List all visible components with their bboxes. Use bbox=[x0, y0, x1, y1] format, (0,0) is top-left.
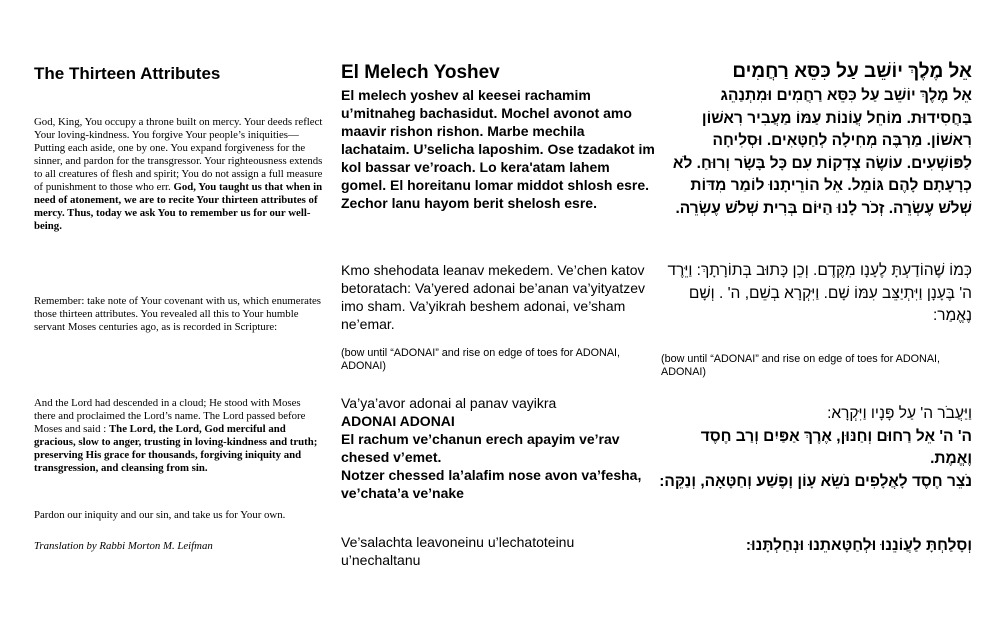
hebrew-block-4: וְסָלַחְתָּ לַעֲוֹנֵנוּ וּלְחַטָּאתֵנוּ וּנְחַלְתָּנוּ: bbox=[745, 537, 972, 554]
hebrew-block-1: אֵל מֶלֶךְ יוֹשֵׁב עַל כִּסֵּא רַחֲמִים וּמִתְנַהֵג בַּחֲסִידוּת. מוֹחֵל עֲוֹנוֹת עַמּוֹ מַעֲבִיר רִאשׁוֹן רִאשׁוֹן. מַרְבֶּה מְחִילָה לְחַטָּאִים. וּסְלִיחָה לַפּוֹשְׁעִים. עוֹשֶׂה צְדָקוֹת עִם כָּל בָּשָׂר וְרוּחַ. לֹא כְרָעָתָם לָהֶם גּוֹמֵל. אֵל הוֹרֵיתָנוּ לוֹמַר מִדּוֹת שְׁלֹשׁ עֶשְׂרֵה. זְכֹר לָנוּ הַיּוֹם בְּרִית שְׁלֹשׁ עֶשְׂרֵה. bbox=[672, 87, 972, 217]
translation-paragraph-2: Remember: take note of Your covenant with us, which enumerates those thirteen attributes. You revealed all this to Your humble servant Moses centuries ago, as is recorded in Scripture: bbox=[34, 295, 321, 333]
translation-paragraph-4: Pardon our iniquity and our sin, and take us for Your own. bbox=[34, 509, 286, 521]
hebrew-bow-note: (bow until “ADONAI” and rise on edge of toes for ADONAI, ADONAI) bbox=[661, 353, 941, 378]
hebrew-block-3-bold: ה' ה' אֵל רַחוּם וְחַנּוּן, אֶרֶךְ אַפַּיִם וְרַב חֶסֶד וֶאֱמֶת. נֹצֵר חֶסֶד לָאֲלָפִים נֹשֵׂא עָוֹן וָפֶשַׁע וְחַטָּאָה, וְנַקֵּה: bbox=[659, 427, 972, 490]
transliteration-block-1: El melech yoshev al keesei rachamim u’mitnaheg bachasidut. Mochel avonot amo maavir rishon rishon. Marbe mechila lachataim. U’selicha laposhim. Ose tzadakot im kol bassar ve’roach. Lo kera'atam lahem gomel. El horeitanu lomar middot shlosh esre. Zechor lanu hayom berit shelosh esre. bbox=[341, 87, 655, 211]
translation-credit: Translation by Rabbi Morton M. Leifman bbox=[34, 540, 213, 552]
translation-title: The Thirteen Attributes bbox=[34, 64, 221, 83]
transliteration-block-4: Ve’salachta leavoneinu u’lechatoteinu u’nechaltanu bbox=[341, 534, 575, 568]
translation-paragraph-3-text: And the Lord had descended in a cloud; He stood with Moses there and proclaimed the Lord’s name. The Lord passed before Moses and said : bbox=[34, 397, 306, 435]
hebrew-title: אֵל מֶלֶךְ יוֹשֵׁב עַל כִּסֵּא רַחֲמִים bbox=[732, 61, 972, 82]
transliteration-block-3-intro: Va’ya’avor adonai al panav vayikra bbox=[341, 395, 557, 411]
transliteration-bow-note: (bow until “ADONAI” and rise on edge of toes for ADONAI, ADONAI) bbox=[341, 347, 621, 372]
transliteration-block-3 bbox=[341, 394, 656, 502]
translation-paragraph-1-bold: God, You taught us that when in need of atonement, we are to recite Your thirteen attributes of mercy. Thus, today we ask You to remember us for our well-being. bbox=[34, 181, 323, 232]
translation-paragraph-1-text: God, King, You occupy a throne built on mercy. Your deeds reflect Your loving-kindness. You forgive Your people’s iniquities— Putting each aside, one by one. You expand forgiveness for the sinner, and pardon for the transgressor. Your righteousness extends to all creatures of flesh and spirit; You do not assign a full measure of punishment to those who err. bbox=[34, 116, 323, 193]
hebrew-block-3-intro: וַיַּעֲבֹר ה' עַל פָּנָיו וַיִּקְרָא: bbox=[827, 405, 972, 422]
translation-paragraph-1 bbox=[34, 116, 324, 233]
transliteration-block-3-bold: ADONAI ADONAI El rachum ve’chanun erech apayim ve’rav chesed v’emet. Notzer chessed la’alafim nose avon va’fesha, ve’chata’a ve’nake bbox=[341, 413, 642, 501]
translation-paragraph-3-bold: The Lord, the Lord, God merciful and gracious, slow to anger, trusting in loving-kindness and truth; preserving His grace for thousands, forgiving iniquity and transgression, and cleansing from sin. bbox=[34, 423, 318, 474]
transliteration-title: El Melech Yoshev bbox=[341, 62, 500, 83]
hebrew-block-3 bbox=[658, 403, 972, 493]
translation-paragraph-3 bbox=[34, 397, 324, 475]
transliteration-block-2: Kmo shehodata leanav mekedem. Ve’chen katov betoratach: Va’yered adonai be’anan va’yityatzev imo sham. Va’yikrah beshem adonai, ve’sham ne’emar. bbox=[341, 262, 646, 332]
hebrew-block-2: כְּמוֹ שֶׁהוֹדַעְתָּ לֶעָנָו מִקֶּדֶם. וְכֵן כָּתוּב בְּתוֹרָתָךְ: וַיֵּרֶד ה' בֶּעָנָן וַיִּתְיַצֵּב עִמּוֹ שָׁם. וַיִּקְרָא בְשֵׁם, ה' . וְשָׁם נֶאֱמַר: bbox=[667, 262, 972, 324]
